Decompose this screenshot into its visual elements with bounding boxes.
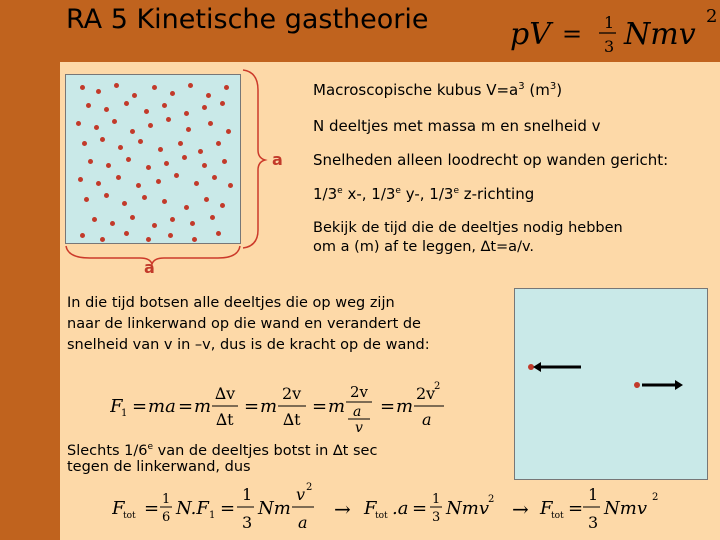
svg-text:1: 1 [432,492,441,507]
particle-dot [142,195,147,200]
svg-text:v: v [355,420,363,434]
svg-text:Nmv: Nmv [604,498,647,519]
particle-dot [184,205,189,210]
svg-text:a: a [422,410,432,429]
macro-line: Macroscopische kubus $V=a^3$ $(m^3)$ [313,81,563,99]
particle-dot [162,103,167,108]
collide-line-3: snelheid van v in –v, dus is de kracht op de wand: [67,337,430,353]
particle-dot [210,215,215,220]
header-formula [510,2,720,58]
force-formula [110,378,455,434]
svg-text:∆t: ∆t [283,410,301,429]
svg-text:6: 6 [162,510,171,525]
svg-text:∆v: ∆v [215,384,236,403]
svg-text:2v: 2v [282,384,302,403]
particle-dot [174,173,179,178]
formula-pv: pV [510,17,551,52]
particle-dot [110,221,115,226]
svg-text:Nmv: Nmv [446,498,489,519]
particle-dot [86,103,91,108]
total-force-formula [112,478,712,538]
particle-dot [100,137,105,142]
svg-text:tot: tot [551,511,564,521]
svg-text:N.F: N.F [176,498,209,519]
particle-dot [144,109,149,114]
svg-text:2v: 2v [350,383,369,401]
particle-dot [170,217,175,222]
svg-text:ma: ma [148,396,176,417]
wall-collision-diagram [514,288,708,480]
particle-dot [82,141,87,146]
svg-text:3: 3 [432,510,441,525]
velocity-arrows [515,289,707,479]
particle-dot [106,163,111,168]
formula-den: 3 [604,37,615,56]
particle-dot [198,149,203,154]
particle-dot [124,231,129,236]
particle-dot [80,233,85,238]
particle-dot [124,101,129,106]
particle-dot [158,147,163,152]
svg-text:=: = [144,498,160,519]
svg-text:=: = [568,498,584,519]
svg-text:1: 1 [162,492,171,507]
svg-text:=: = [312,396,328,417]
particle-dot [118,145,123,150]
svg-text:m: m [194,396,212,417]
svg-text:2: 2 [434,381,441,392]
svg-text:m: m [260,396,278,417]
time-line-2: om a (m) af te leggen, ∆t=a/v. [313,239,535,255]
svg-text:→: → [334,497,351,521]
particle-dot [130,215,135,220]
particle-dot [164,161,169,166]
svg-text:2: 2 [488,494,495,505]
particle-dot [162,199,167,204]
formula-eq: = [562,20,583,48]
speeds-line: Snelheden alleen loodrecht op wanden gericht: [313,151,669,169]
particle-dot [220,203,225,208]
svg-text:F: F [112,498,125,519]
particle-dot [116,175,121,180]
svg-text:m: m [328,396,346,417]
svg-text:1: 1 [121,408,128,419]
particle-dot [96,181,101,186]
particle-dot [204,197,209,202]
svg-text:F: F [110,396,123,417]
particle-dot [156,179,161,184]
particle-dot [76,121,81,126]
svg-text:=: = [244,396,260,417]
particle-dot [168,233,173,238]
svg-text:Nm: Nm [258,498,291,519]
particle-dot [138,139,143,144]
particle-dot [212,175,217,180]
particle-dot [84,197,89,202]
svg-text:F: F [540,498,553,519]
particle-dot [104,193,109,198]
svg-text:tot: tot [375,511,388,521]
svg-text:2: 2 [306,482,313,493]
particle-dot [216,141,221,146]
formula-nmv: Nmv [624,17,696,52]
svg-text:1: 1 [242,485,253,504]
formula-exp: 2 [706,6,718,27]
svg-text:F: F [364,498,377,519]
collide-line-1: In die tijd botsen alle deeltjes die op weg zijn [67,295,395,311]
svg-text:=: = [220,498,236,519]
particle-dot [132,93,137,98]
svg-text:3: 3 [242,513,253,532]
svg-text:=: = [412,498,428,519]
cube-diagram [65,74,241,244]
svg-text:=: = [178,396,194,417]
svg-text:tot: tot [123,511,136,521]
slide-title: RA 5 Kinetische gastheorie [66,4,429,35]
particle-dot [222,159,227,164]
arrow-head-right [675,380,683,390]
particle-dot [228,183,233,188]
svg-text:→: → [512,497,529,521]
particle-dot [226,129,231,134]
svg-text:a: a [298,513,308,532]
particle-dot [186,127,191,132]
particle-dot [184,111,189,116]
svg-text:1: 1 [209,510,216,521]
particle-dot [136,183,141,188]
particle-dot [100,237,105,242]
arrow-head-left [533,362,541,372]
svg-text:1: 1 [588,485,599,504]
particle-dot [88,159,93,164]
svg-text:.a: .a [392,498,409,519]
particle-dot [178,141,183,146]
particle-dot [146,165,151,170]
particle-dot [152,85,157,90]
particle-dot [182,155,187,160]
particle-dot [202,163,207,168]
svg-text:v: v [296,485,306,504]
particle-dot [94,125,99,130]
particle-dot [188,83,193,88]
svg-text:=: = [132,396,148,417]
direction-line: 1/3e x-, 1/3e y-, 1/3e z-richting [313,185,535,203]
particle-dot [194,181,199,186]
svg-text:2: 2 [652,492,659,503]
bottom-a-label: a [144,258,155,277]
particle-dot [216,231,221,236]
particle-dot [152,223,157,228]
particle-dot [104,107,109,112]
svg-text:∆t: ∆t [216,410,234,429]
particle-dot [122,201,127,206]
particle-dot [208,121,213,126]
svg-text:a: a [353,404,362,420]
particle-dot [80,85,85,90]
particle-dot [202,105,207,110]
svg-text:2v: 2v [416,384,436,403]
formula-num: 1 [604,13,615,32]
particle-dot [192,237,197,242]
particle-dot [112,119,117,124]
particle-dot [206,93,211,98]
particle-dot [130,129,135,134]
particle-dot [146,237,151,242]
particle-dot [78,177,83,182]
particle-dot [220,101,225,106]
particle-dot [634,382,640,388]
particle-dot [96,89,101,94]
particle-dot [114,83,119,88]
svg-text:m: m [396,396,414,417]
particle-dot [166,117,171,122]
time-line-1: Bekijk de tijd die de deeltjes nodig hebben [313,220,623,236]
particles-line: N deeltjes met massa m en snelheid v [313,117,601,135]
particle-dot [148,123,153,128]
particle-dot [126,157,131,162]
side-a-label: a [272,150,283,169]
particle-dot [92,217,97,222]
particle-dot [190,221,195,226]
collide-line-2: naar de linkerwand op die wand en verandert de [67,316,421,332]
svg-text:3: 3 [588,513,599,532]
fraction-line-2: tegen de linkerwand, dus [67,459,251,475]
particle-dot [170,91,175,96]
particle-dot [224,85,229,90]
svg-text:=: = [380,396,396,417]
fraction-line-1: Slechts 1/6e van de deeltjes botst in ∆t sec [67,442,378,459]
